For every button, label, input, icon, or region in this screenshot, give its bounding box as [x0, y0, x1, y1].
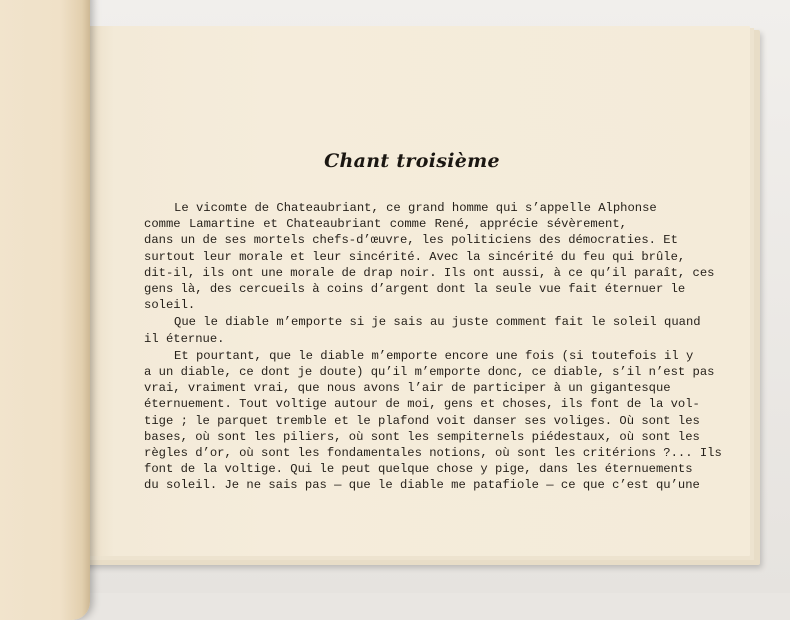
chapter-title: Chant troisième: [324, 150, 500, 172]
text-line: dans un de ses mortels chefs-d’œuvre, les politiciens des démocraties. Et: [144, 233, 678, 248]
paragraph-1: [144, 200, 715, 313]
text-line: éternuement. Tout voltige autour de moi, gens et choses, ils font de la vol-: [144, 397, 700, 412]
text-line: font de la voltige. Qui le peut quelque chose y pige, dans les éternuements: [144, 462, 693, 477]
text-line: gens là, des cercueils à coins d’argent dont la seule vue fait éternuer le: [144, 282, 686, 297]
text-line: règles d’or, où sont les fondamentales notions, où sont les critérions ?... Ils: [144, 446, 722, 461]
text-line: Le vicomte de Chateaubriant, ce grand homme qui s’appelle Alphonse: [174, 201, 657, 215]
text-line: Que le diable m’emporte si je sais au juste comment fait le soleil quand: [174, 315, 701, 330]
body-text: [144, 200, 722, 495]
text-line: soleil.: [144, 298, 196, 313]
paragraph-2: [144, 314, 701, 346]
text-line: il éternue.: [144, 331, 225, 346]
text-line: dit-il, ils ont une morale de drap noir. Ils ont aussi, à ce qu’il paraît, ces: [144, 265, 715, 280]
text-line: tige ; le parquet tremble et le plafond voit danser ses voliges. Où sont les: [144, 413, 700, 428]
paragraph-3: [144, 348, 722, 494]
text-line: Et pourtant, que le diable m’emporte encore une fois (si toutefois il y: [174, 348, 694, 363]
text-line: du soleil. Je ne sais pas — que le diable me patafiole — ce que c’est qu’une: [144, 478, 700, 493]
text-line: surtout leur morale et leur sincérité. Avec la sincérité du feu qui brûle,: [144, 249, 686, 264]
text-line: bases, où sont les piliers, où sont les sempiternels piédestaux, où sont les: [144, 429, 700, 444]
left-page-edge: [0, 0, 90, 620]
text-line: comme Lamartine et Chateaubriant comme René, apprécie sévèrement,: [144, 217, 627, 232]
text-line: a un diable, ce dont je doute) qu’il m’emporte donc, ce diable, s’il n’est pas: [144, 365, 715, 380]
text-line: vrai, vraiment vrai, que nous avons l’air de participer à un gigantesque: [144, 381, 671, 396]
book-page: [74, 26, 750, 556]
